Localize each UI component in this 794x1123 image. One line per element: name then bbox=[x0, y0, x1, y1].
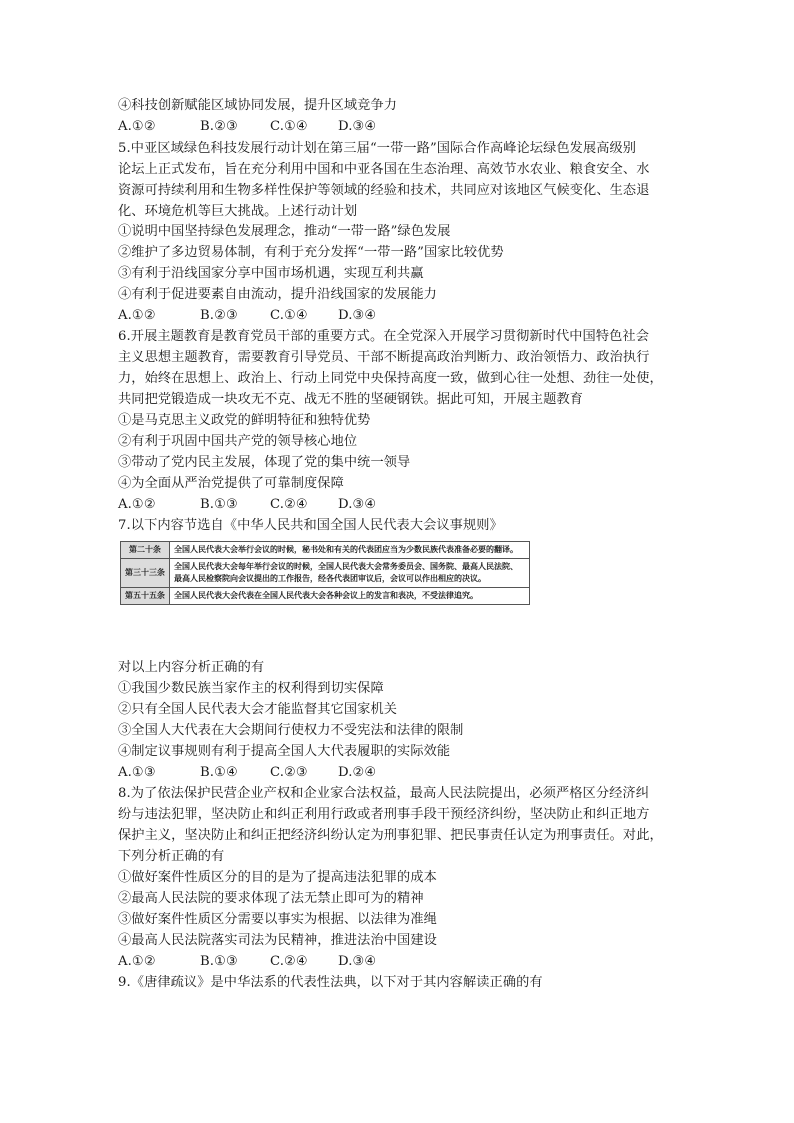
q4-answer-choices bbox=[118, 117, 376, 137]
q8-statement-2: ②最高人民法院的要求体现了法无禁止即可为的精神 bbox=[118, 891, 424, 906]
q6-stem-line-3: 力，始终在思想上、政治上、行动上同党中央保持高度一致，做到心往一处想、劲往一处使， bbox=[118, 371, 663, 386]
q5-statement-3: ③有利于沿线国家分享中国市场机遇，实现互利共赢 bbox=[118, 266, 424, 281]
q6-stem-line-2: 主义思想主题教育，需要教育引导党员、干部不断提高政治判断力、政治领悟力、政治执行 bbox=[118, 350, 650, 365]
q7-prompt: 对以上内容分析正确的有 bbox=[118, 660, 265, 675]
q7-statement-3: ③全国人大代表在大会期间行使权力不受宪法和法律的限制 bbox=[118, 723, 464, 738]
choice-b: B.①③ bbox=[200, 497, 238, 512]
q7-stem: 7.以下内容节选自《中华人民共和国全国人民代表大会议事规则》 bbox=[118, 518, 503, 533]
article-text: 全国人民代表大会每年举行会议的时候，全国人民代表大会常务委员会、国务院、最高人民法院、最高人民检察院向会议提出的工作报告，经各代表团审议后，会议可以作出相应的决议。 bbox=[170, 559, 530, 588]
q8-statement-1: ①做好案件性质区分的目的是为了提高违法犯罪的成本 bbox=[118, 870, 437, 885]
choice-b: B.①③ bbox=[200, 954, 238, 969]
q8-stem-line-3: 保护主义，坚决防止和纠正把经济纠纷认定为刑事犯罪、把民事责任认定为刑事责任。对此， bbox=[118, 828, 663, 843]
q6-stem-line-1: 6.开展主题教育是教育党员干部的重要方式。在全党深入开展学习贯彻新时代中国特色社会 bbox=[118, 329, 649, 344]
choice-c: C.②④ bbox=[270, 497, 308, 512]
q6-stem-line-4: 共同把党锻造成一块攻无不克、战无不胜的坚硬钢铁。据此可知，开展主题教育 bbox=[118, 392, 584, 407]
q7-statement-2: ②只有全国人民代表大会才能监督其它国家机关 bbox=[118, 702, 398, 717]
q5-stem-line-4: 化、环境危机等巨大挑战。上述行动计划 bbox=[118, 204, 358, 219]
q8-stem-line-4: 下列分析正确的有 bbox=[118, 849, 225, 864]
q8-statement-3: ③做好案件性质区分需要以事实为根据、以法律为准绳 bbox=[118, 912, 437, 927]
q8-stem-line-2: 纷与违法犯罪，坚决防止和纠正利用行政或者刑事手段干预经济纠纷，坚决防止和纠正地方 bbox=[118, 807, 650, 822]
choice-b: B.①④ bbox=[200, 765, 238, 780]
q6-answer-choices bbox=[118, 495, 376, 515]
choice-b: B.②③ bbox=[200, 119, 238, 134]
choice-b: B.②③ bbox=[200, 308, 238, 323]
choice-a: A.①③ bbox=[118, 765, 156, 780]
table-row bbox=[121, 559, 530, 588]
q8-answer-choices bbox=[118, 952, 376, 972]
q6-statement-3: ③带动了党内民主发展，体现了党的集中统一领导 bbox=[118, 455, 411, 470]
choice-d: D.③④ bbox=[338, 954, 377, 969]
choice-d: D.③④ bbox=[338, 308, 377, 323]
q8-statement-4: ④最高人民法院落实司法为民精神，推进法治中国建设 bbox=[118, 933, 437, 948]
choice-d: D.②④ bbox=[338, 765, 377, 780]
choice-d: D.③④ bbox=[338, 119, 377, 134]
q8-stem-line-1: 8.为了依法保护民营企业产权和企业家合法权益，最高人民法院提出，必须严格区分经济纠 bbox=[118, 786, 649, 801]
q5-statement-2: ②维护了多边贸易体制，有利于充分发挥“一带一路”国家比较优势 bbox=[118, 245, 504, 260]
article-number: 第三十三条 bbox=[121, 559, 170, 588]
article-number: 第五十五条 bbox=[121, 588, 170, 605]
table-row bbox=[121, 542, 530, 559]
q5-statement-4: ④有利于促进要素自由流动，提升沿线国家的发展能力 bbox=[118, 287, 437, 302]
choice-c: C.①④ bbox=[270, 119, 308, 134]
q7-statement-1: ①我国少数民族当家作主的权利得到切实保障 bbox=[118, 681, 384, 696]
q9-stem: 9.《唐律疏议》是中华法系的代表性法典，以下对于其内容解读正确的有 bbox=[118, 975, 543, 990]
choice-c: C.①④ bbox=[270, 308, 308, 323]
q4-option-statement-4: ④科技创新赋能区域协同发展，提升区域竞争力 bbox=[118, 98, 398, 113]
table-row bbox=[121, 588, 530, 605]
rules-excerpt-table bbox=[120, 541, 530, 605]
choice-a: A.①② bbox=[118, 954, 156, 969]
choice-d: D.③④ bbox=[338, 497, 377, 512]
q5-stem-line-3: 资源可持续利用和生物多样性保护等领域的经验和技术，共同应对该地区气候变化、生态退 bbox=[118, 183, 650, 198]
choice-a: A.①② bbox=[118, 308, 156, 323]
article-text: 全国人民代表大会举行会议的时候，秘书处和有关的代表团应当为少数民族代表准备必要的翻译。 bbox=[170, 542, 530, 559]
q6-statement-2: ②有利于巩固中国共产党的领导核心地位 bbox=[118, 434, 358, 449]
q5-statement-1: ①说明中国坚持绿色发展理念，推动“一带一路”绿色发展 bbox=[118, 224, 451, 239]
q5-answer-choices bbox=[118, 306, 376, 326]
choice-a: A.①② bbox=[118, 497, 156, 512]
choice-a: A.①② bbox=[118, 119, 156, 134]
q6-statement-4: ④为全面从严治党提供了可靠制度保障 bbox=[118, 476, 344, 491]
article-text: 全国人民代表大会代表在全国人民代表大会各种会议上的发言和表决，不受法律追究。 bbox=[170, 588, 530, 605]
choice-c: C.②③ bbox=[270, 765, 308, 780]
q5-stem-line-2: 论坛上正式发布，旨在充分利用中国和中亚各国在生态治理、高效节水农业、粮食安全、水 bbox=[118, 162, 650, 177]
q7-answer-choices bbox=[118, 763, 376, 783]
q6-statement-1: ①是马克思主义政党的鲜明特征和独特优势 bbox=[118, 413, 371, 428]
q5-stem-line-1: 5.中亚区域绿色科技发展行动计划在第三届“一带一路”国际合作高峰论坛绿色发展高级别 bbox=[118, 141, 637, 156]
q7-statement-4: ④制定议事规则有利于提高全国人大代表履职的实际效能 bbox=[118, 744, 451, 759]
choice-c: C.②④ bbox=[270, 954, 308, 969]
article-number: 第二十条 bbox=[121, 542, 170, 559]
